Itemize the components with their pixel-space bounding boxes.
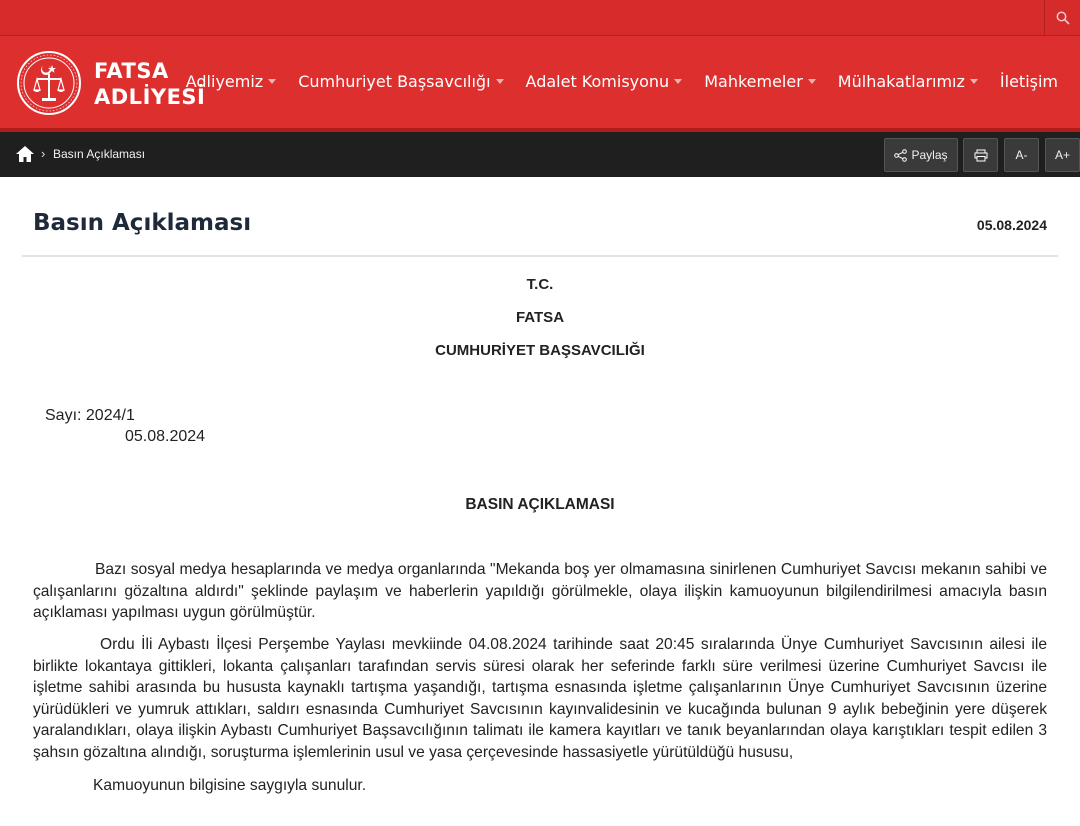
reference-date: 05.08.2024 xyxy=(125,428,206,445)
nav-item-mulhakatlarimiz[interactable] xyxy=(824,72,986,91)
font-increase-button[interactable]: A+ xyxy=(1045,138,1080,172)
breadcrumb-current: Basın Açıklaması xyxy=(53,147,146,161)
search-icon xyxy=(1056,11,1070,25)
search-button[interactable] xyxy=(1044,0,1080,36)
chevron-right-icon: › xyxy=(41,146,46,161)
closing-line: Kamuoyunun bilgisine saygıyla sunulur. xyxy=(93,777,367,794)
nav-item-label: İletişim xyxy=(999,72,1058,91)
body-paragraph-2: Ordu İli Aybastı İlçesi Perşembe Yaylası mevkiinde 04.08.2024 tarihinde saat 20:45 sıralarında Ünye Cumhuriyet Savcısının ailesi ile birlikte lokantaya gittikleri, lokanta çalışanları tarafından servis süresi olarak her seferinde farklı süre verilmesi üzerine Cumhuriyet Savcısı ile işletme sahibi arasında bu hususta kaynaklı tartışma yaşandığı, tartışma esnasında işletme çalışanlarının Ünye Cumhuriyet Savcısının üzerine yürüdükleri ve yumruk attıkları, saldırı esnasında Cumhuriyet Savcısının kayınvalidesinin ve kucağında bulunan 9 aylık bebeğinin yere düşerek yaralandıkları, olaya ilişkin Aybastı Cumhuriyet Başsavcılığının talimatı ile kamera kayıtları ve tanık beyanlarından olaya karıştıkları tespit edilen 3 şahsın gözaltına alındığı, soruşturma işlemlerinin usul ve yasa çerçevesinde hassasiyetle yürütüldüğü hususu, xyxy=(33,636,1047,761)
nav-item-label: Adalet Komisyonu xyxy=(525,72,670,91)
brand-line-1: FATSA xyxy=(94,59,169,83)
body-paragraph-1: Bazı sosyal medya hesaplarında ve medya organlarında "Mekanda boş yer olmamasına sinirlenen Cumhuriyet Savcısı mekanın sahibi ve çalışanlarını gözaltına aldırdı" şeklinde paylaşım ve haberlerin yapıldığı görülmekle, olaya ilişkin kamuoyunun bilgilendirilmesi amacıyla basın açıklaması yapılması uygun görülmüştür. xyxy=(33,561,1047,621)
share-button[interactable] xyxy=(884,138,958,172)
reference-number: Sayı: 2024/1 xyxy=(45,407,135,424)
nav-item-adalet-komisyonu[interactable] xyxy=(512,72,691,91)
page-title: Basın Açıklaması xyxy=(33,210,252,236)
top-utility-bar xyxy=(0,0,1080,36)
chevron-down-icon xyxy=(970,79,978,84)
nav-item-adliyemiz[interactable] xyxy=(172,72,284,91)
share-icon xyxy=(894,149,907,162)
chevron-down-icon xyxy=(268,79,276,84)
chevron-down-icon xyxy=(496,79,504,84)
heading-office: CUMHURİYET BAŞSAVCILIĞI xyxy=(435,342,645,359)
main-nav xyxy=(172,72,1066,91)
heading-tc: T.C. xyxy=(526,276,554,293)
nav-item-cumhuriyet-bassavciligi[interactable] xyxy=(284,72,511,91)
share-label: Paylaş xyxy=(911,148,948,162)
title-divider xyxy=(22,255,1058,257)
print-icon xyxy=(974,149,988,162)
ministry-logo-icon[interactable] xyxy=(16,50,82,116)
font-decrease-button[interactable]: A- xyxy=(1004,138,1039,172)
chevron-down-icon xyxy=(808,79,816,84)
chevron-down-icon xyxy=(674,79,682,84)
nav-item-mahkemeler[interactable] xyxy=(690,72,824,91)
site-header xyxy=(0,36,1080,132)
heading-city: FATSA xyxy=(515,309,565,326)
nav-item-label: Cumhuriyet Başsavcılığı xyxy=(298,72,491,91)
nav-item-label: Adliyemiz xyxy=(185,72,264,91)
breadcrumb xyxy=(0,132,1080,177)
home-icon[interactable] xyxy=(15,145,35,163)
brand-line-2: ADLİYESİ xyxy=(94,85,206,109)
nav-item-label: Mülhakatlarımız xyxy=(837,72,965,91)
nav-item-label: Mahkemeler xyxy=(704,72,803,91)
print-button[interactable] xyxy=(963,138,998,172)
nav-item-iletisim[interactable] xyxy=(986,72,1066,91)
publish-date: 05.08.2024 xyxy=(976,217,1047,233)
document-subject: BASIN AÇIKLAMASI xyxy=(465,496,615,513)
